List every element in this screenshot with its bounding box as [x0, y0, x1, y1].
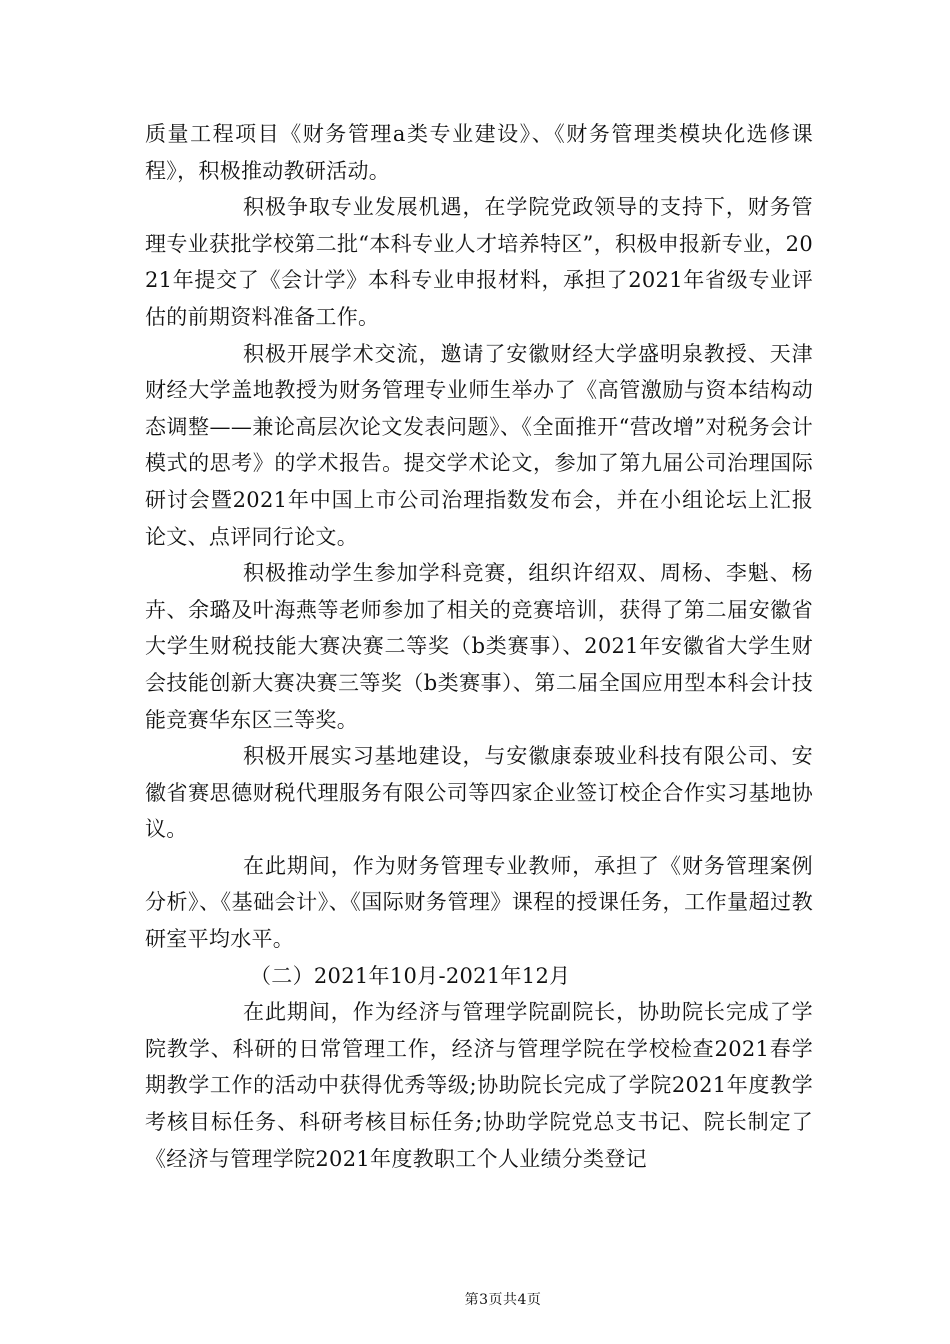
page-footer: 第3页共4页	[464, 1292, 542, 1308]
document-body	[145, 116, 813, 1177]
paragraph-internship-base: 积极开展实习基地建设，与安徽康泰玻业科技有限公司、安徽省赛思德财税代理服务有限公司等四家企业签订校企合作实习基地协议。	[145, 744, 813, 842]
paragraph-continued: 质量工程项目《财务管理a类专业建设》、《财务管理类模块化选修课程》，积极推动教研活动。	[145, 122, 813, 183]
section-heading: （二）2021年10月-2021年12月	[250, 963, 571, 988]
paragraph-major-development: 积极争取专业发展机遇，在学院党政领导的支持下，财务管理专业获批学校第二批“本科专业人才培养特区”，积极申报新专业，2021年提交了《会计学》本科专业申报材料，承担了2021年省级专业评估的前期资料准备工作。	[145, 195, 813, 329]
paragraph-vice-dean-duties: 在此期间，作为经济与管理学院副院长，协助院长完成了学院教学、科研的日常管理工作，经济与管理学院在学校检查2021春学期教学工作的活动中获得优秀等级;协助院长完成了学院2021年度教学考核目标任务、科研考核目标任务;协助学院党总支书记、院长制定了《经济与管理学院2021年度教职工个人业绩分类登记	[145, 1000, 813, 1171]
paragraph-teaching-duties: 在此期间，作为财务管理专业教师，承担了《财务管理案例分析》、《基础会计》、《国际财务管理》课程的授课任务，工作量超过教研室平均水平。	[145, 853, 813, 952]
paragraph-academic-exchange: 积极开展学术交流，邀请了安徽财经大学盛明泉教授、天津财经大学盖地教授为财务管理专业师生举办了《高管激励与资本结构动态调整——兼论高层次论文发表问题》、《全面推开“营改增”对税务会计模式的思考》的学术报告。提交学术论文，参加了第九届公司治理国际研讨会暨2021年中国上市公司治理指数发布会，并在小组论坛上汇报论文、点评同行论文。	[145, 341, 813, 549]
paragraph-competitions: 积极推动学生参加学科竞赛，组织许绍双、周杨、李魁、杨卉、余璐及叶海燕等老师参加了相关的竞赛培训，获得了第二届安徽省大学生财税技能大赛决赛二等奖（b类赛事）、2021年安徽省大学生财会技能创新大赛决赛三等奖（b类赛事）、第二届全国应用型本科会计技能竞赛华东区三等奖。	[145, 561, 813, 732]
